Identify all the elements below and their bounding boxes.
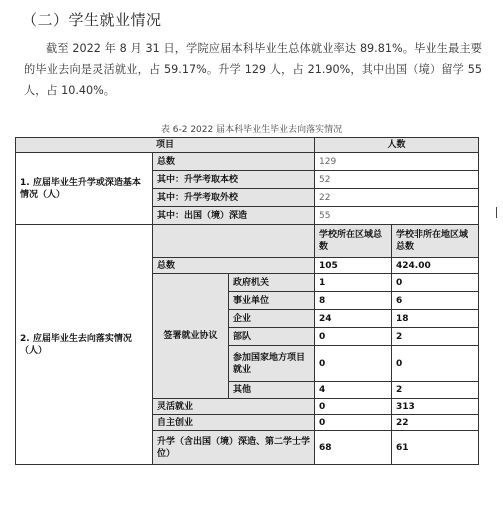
signed-label: 签署就业协议 [153,274,229,399]
empty-cell [153,225,315,258]
col-out-region: 学校非所在地区域总数 [392,225,479,258]
row-label: 企业 [229,310,315,328]
row-in: 8 [315,292,392,310]
self-employed-label: 自主创业 [153,415,315,431]
row-value: 129 [315,153,479,171]
header-item: 项目 [16,138,315,153]
further-study-out: 61 [392,431,479,465]
total-in: 105 [315,258,392,274]
row-out: 2 [392,328,479,346]
row-label: 事业单位 [229,292,315,310]
table-row [16,153,479,171]
row-out: 18 [392,310,479,328]
row-in: 0 [315,328,392,346]
text-cursor [496,207,497,218]
employment-summary-paragraph: 截至 2022 年 8 月 31 日，学院应届本科毕业生总体就业率达 89.81%。毕业生最主要的毕业去向是灵活就业，占 59.17%。升学 129 人，占 21.90%，其中出国（境）留学 55 人，占 10.40%。 [24,42,482,97]
row-value: 55 [315,207,479,225]
section-heading: （二）学生就业情况 [22,11,162,29]
row-out: 2 [392,382,479,399]
row-label: 其中：升学考取本校 [153,171,315,189]
flexible-label: 灵活就业 [153,399,315,415]
row-value: 22 [315,189,479,207]
row-label: 政府机关 [229,274,315,292]
group1-label: 1. 应届毕业生升学或深造基本情况（人） [16,153,153,225]
self-employed-in: 0 [315,415,392,431]
table-caption: 表 6-2 2022 届本科毕业生毕业去向落实情况 [160,125,343,135]
row-out: 0 [392,346,479,382]
row-in: 1 [315,274,392,292]
row-out: 6 [392,292,479,310]
row-in: 0 [315,346,392,382]
row-label: 其中：出国（境）深造 [153,207,315,225]
row-label: 参加国家地方项目就业 [229,346,315,382]
table-header-row [16,138,479,153]
header-count: 人数 [315,138,479,153]
row-label: 部队 [229,328,315,346]
table-row [16,225,479,258]
further-study-in: 68 [315,431,392,465]
col-in-region: 学校所在区域总数 [315,225,392,258]
row-value: 52 [315,171,479,189]
self-employed-out: 22 [392,415,479,431]
total-out: 424.00 [392,258,479,274]
flexible-in: 0 [315,399,392,415]
total-label: 总数 [153,258,315,274]
graduate-destination-table [15,137,479,465]
row-label: 其中：升学考取外校 [153,189,315,207]
further-study-label: 升学（含出国（境）深造、第二学士学位） [153,431,315,465]
row-in: 24 [315,310,392,328]
row-label: 其他 [229,382,315,399]
group2-label: 2. 应届毕业生去向落实情况（人） [16,225,153,465]
row-out: 0 [392,274,479,292]
flexible-out: 313 [392,399,479,415]
row-label: 总数 [153,153,315,171]
row-in: 4 [315,382,392,399]
